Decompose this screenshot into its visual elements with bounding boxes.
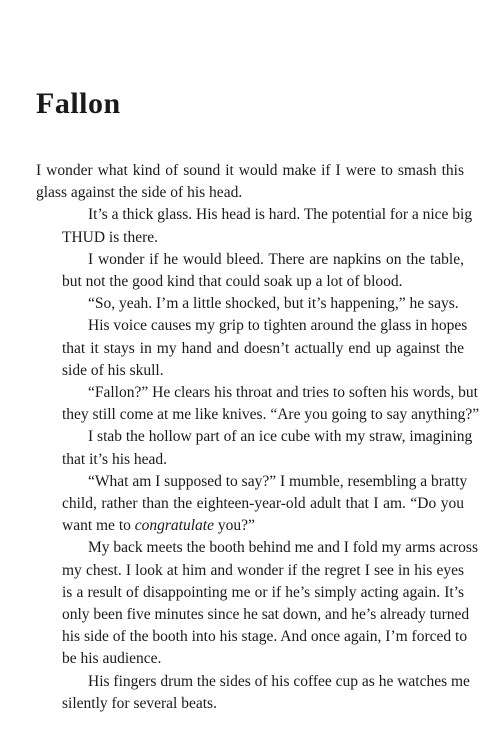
text-line: I stab the hollow part of an ice cube with my straw, imagining xyxy=(88,428,473,446)
text-line: “So, yeah. I’m a little shocked, but it’s happening,” he says. xyxy=(88,295,459,313)
paragraph xyxy=(36,537,478,670)
text-line: His fingers drum the sides of his coffee cup as he watches me xyxy=(88,672,470,690)
text-line: only been five minutes since he sat down, and he’s already turned xyxy=(62,606,470,624)
text-line: that it stays in my hand and doesn’t actually end up against the xyxy=(62,339,464,357)
paragraph xyxy=(36,671,470,715)
text-line: child, rather than the eighteen-year-old adult that I am. “Do you xyxy=(62,495,464,513)
text-line: but not the good kind that could soak up a lot of blood. xyxy=(62,273,403,291)
paragraph xyxy=(36,426,473,470)
text-line: “Fallon?” He clears his throat and tries to soften his words, but xyxy=(88,384,478,402)
text-line: I wonder if he would bleed. There are napkins on the table, xyxy=(88,250,464,268)
text-line: I wonder what kind of sound it would make if I were to smash this xyxy=(36,162,464,179)
text-line: my chest. I look at him and wonder if the regret I see in his eyes xyxy=(62,561,464,579)
paragraph xyxy=(36,249,464,293)
paragraph xyxy=(36,204,473,248)
chapter-title: Fallon xyxy=(36,87,121,120)
paragraph xyxy=(36,382,480,426)
chapter-body xyxy=(36,160,480,715)
paragraph xyxy=(36,315,468,382)
text-line: be his audience. xyxy=(62,650,162,668)
text-line: My back meets the booth behind me and I fold my arms across xyxy=(88,539,478,557)
text-line: It’s a thick glass. His head is hard. The potential for a nice big xyxy=(88,206,473,224)
text-line: they still come at me like knives. “Are you going to say anything?” xyxy=(62,406,480,424)
text-line: glass against the side of his head. xyxy=(36,184,243,202)
text-line: want me to congratulate you?” xyxy=(62,517,255,535)
text-line: His voice causes my grip to tighten around the glass in hopes xyxy=(88,317,468,335)
emphasized-word: congratulate xyxy=(134,517,214,535)
text-line: silently for several beats. xyxy=(62,694,217,712)
paragraph xyxy=(36,160,464,204)
text-line: his side of the booth into his stage. And once again, I’m forced to xyxy=(62,628,468,646)
paragraph xyxy=(36,471,468,538)
text-line: is a result of disappointing me or if he’s simply acting again. It’s xyxy=(62,583,464,601)
text-line: that it’s his head. xyxy=(62,450,168,468)
text-line: side of his skull. xyxy=(62,361,164,379)
text-line: “What am I supposed to say?” I mumble, resembling a bratty xyxy=(88,472,468,490)
text-line: THUD is there. xyxy=(62,228,158,246)
paragraph xyxy=(36,293,464,315)
